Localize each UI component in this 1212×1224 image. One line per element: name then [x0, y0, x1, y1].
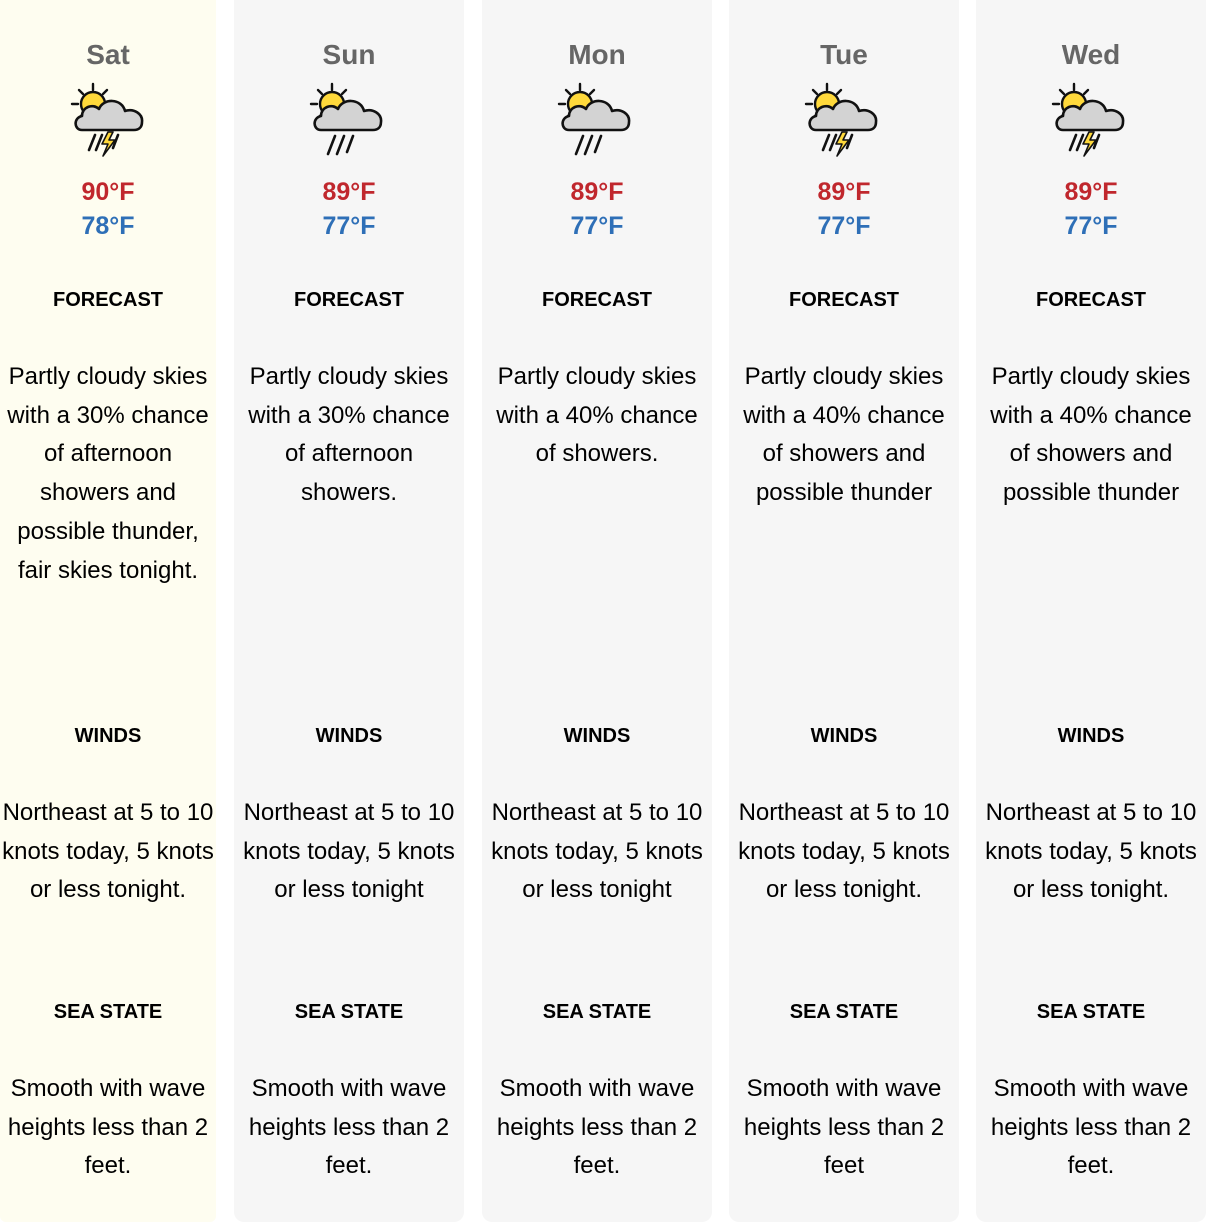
day-column-sat [0, 0, 216, 1222]
partly-cloudy-rain-icon [555, 80, 639, 160]
winds-text: Northeast at 5 to 10 knots today, 5 knots or less tonight. [985, 799, 1197, 904]
day-name: Wed [1061, 39, 1121, 70]
sea-state-text: Smooth with wave heights less than 2 feet [743, 1075, 945, 1180]
high-temperature: 89°F [817, 178, 871, 206]
winds-text: Northeast at 5 to 10 knots today, 5 knots or less tonight [243, 799, 455, 904]
forecast-text: Partly cloudy skies with a 30% chance of afternoon showers. [248, 363, 450, 507]
partly-cloudy-thunderstorm-icon [1049, 80, 1133, 160]
high-temperature: 90°F [81, 178, 135, 206]
sea-state-heading: SEA STATE [789, 1001, 899, 1023]
winds-heading: WINDS [810, 725, 878, 747]
winds-heading: WINDS [74, 725, 142, 747]
winds-heading: WINDS [563, 725, 631, 747]
sea-state-text: Smooth with wave heights less than 2 feet. [990, 1075, 1192, 1180]
forecast-text: Partly cloudy skies with a 30% chance of afternoon showers and possible thunder, fair skies tonight. [7, 363, 209, 584]
forecast-heading: FORECAST [1036, 289, 1146, 311]
forecast-heading: FORECAST [294, 289, 404, 311]
forecast-text: Partly cloudy skies with a 40% chance of showers and possible thunder [990, 363, 1192, 507]
high-temperature: 89°F [570, 178, 624, 206]
low-temperature: 77°F [1064, 212, 1118, 240]
high-temperature: 89°F [1064, 178, 1118, 206]
forecast-heading: FORECAST [789, 289, 899, 311]
forecast-text: Partly cloudy skies with a 40% chance of showers. [496, 363, 698, 468]
winds-heading: WINDS [1057, 725, 1125, 747]
winds-heading: WINDS [315, 725, 383, 747]
partly-cloudy-thunderstorm-icon [802, 80, 886, 160]
day-name: Tue [820, 39, 868, 70]
day-column-wed [976, 0, 1206, 1222]
sea-state-heading: SEA STATE [1036, 1001, 1146, 1023]
day-column-tue [729, 0, 959, 1222]
day-name: Sun [322, 39, 376, 70]
sea-state-heading: SEA STATE [542, 1001, 652, 1023]
winds-text: Northeast at 5 to 10 knots today, 5 knots or less tonight. [2, 799, 214, 904]
winds-text: Northeast at 5 to 10 knots today, 5 knots or less tonight. [738, 799, 950, 904]
low-temperature: 78°F [81, 212, 135, 240]
low-temperature: 77°F [570, 212, 624, 240]
sea-state-heading: SEA STATE [294, 1001, 404, 1023]
partly-cloudy-thunderstorm-icon [68, 80, 152, 160]
sea-state-text: Smooth with wave heights less than 2 feet. [248, 1075, 450, 1180]
forecast-heading: FORECAST [542, 289, 652, 311]
day-name: Mon [568, 39, 626, 70]
sea-state-heading: SEA STATE [53, 1001, 163, 1023]
low-temperature: 77°F [322, 212, 376, 240]
high-temperature: 89°F [322, 178, 376, 206]
sea-state-text: Smooth with wave heights less than 2 feet. [496, 1075, 698, 1180]
forecast-heading: FORECAST [53, 289, 163, 311]
day-column-mon [482, 0, 712, 1222]
partly-cloudy-rain-icon [307, 80, 391, 160]
day-name: Sat [86, 39, 130, 70]
low-temperature: 77°F [817, 212, 871, 240]
sea-state-text: Smooth with wave heights less than 2 feet. [7, 1075, 209, 1180]
day-column-sun [234, 0, 464, 1222]
forecast-text: Partly cloudy skies with a 40% chance of showers and possible thunder [743, 363, 945, 507]
winds-text: Northeast at 5 to 10 knots today, 5 knots or less tonight [491, 799, 703, 904]
